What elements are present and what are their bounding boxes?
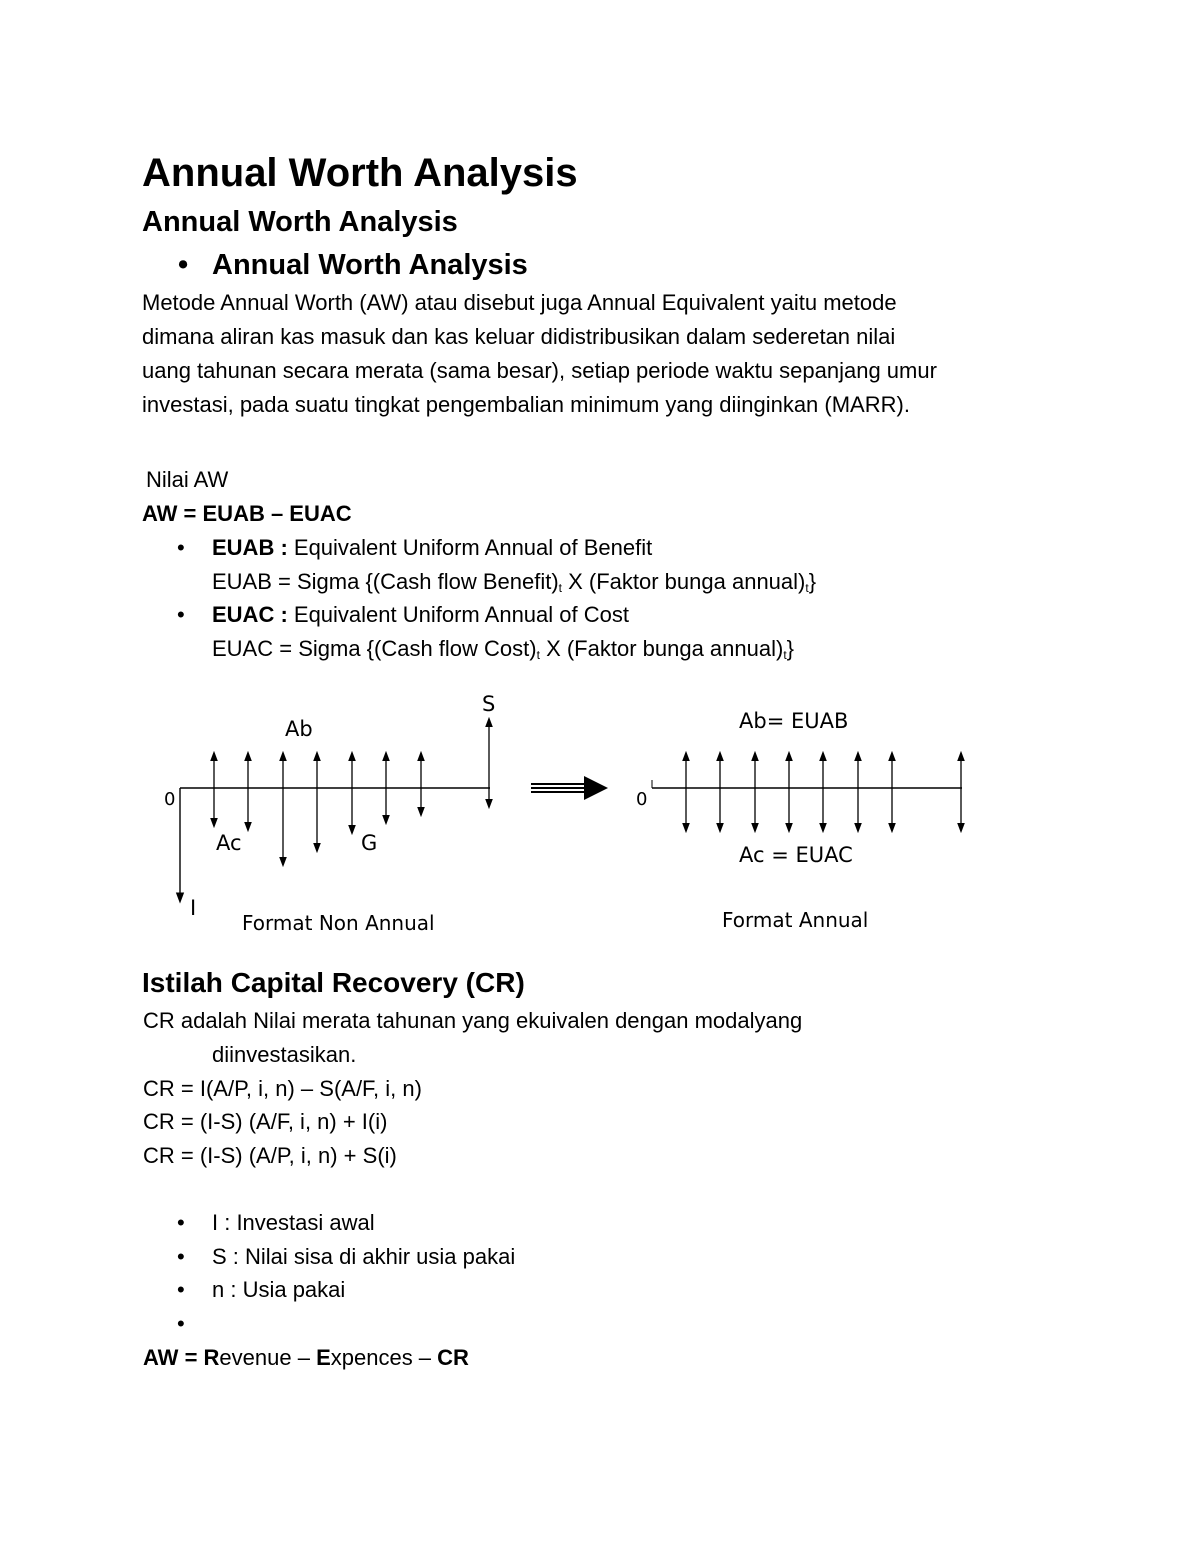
cash-flow-diagram — [0, 680, 1200, 950]
legend-item — [177, 1240, 515, 1274]
zero-label: 0 — [636, 789, 648, 810]
transform-arrow — [531, 776, 608, 800]
legend-text: n : Usia pakai — [212, 1277, 346, 1302]
aw-term: AW — [143, 1345, 179, 1370]
euac-formula-part: X (Faktor bunga annual) — [539, 636, 784, 661]
cr-formula: CR = I(A/P, i, n) – S(A/F, i, n) — [143, 1076, 422, 1101]
euac-formula-part: } — [786, 636, 795, 661]
intro-line: dimana aliran kas masuk dan kas keluar didistribusikan dalam sederetan nilai — [142, 324, 896, 349]
bullet-icon: • — [177, 1311, 185, 1336]
cr-term: CR — [437, 1345, 469, 1370]
euab-formula-part: X (Faktor bunga annual) — [562, 569, 806, 594]
euac-term: EUAC : — [212, 602, 288, 627]
intro-line: Metode Annual Worth (AW) atau disebut juga Annual Equivalent yaitu metode — [142, 290, 897, 315]
equals: = — [178, 1345, 204, 1370]
ab-euab-label: Ab= EUAB — [739, 709, 849, 733]
legend-item — [177, 1273, 345, 1307]
bullet-icon: • — [177, 1244, 185, 1269]
legend-text: I : Investasi awal — [212, 1210, 375, 1235]
annual-diagram — [636, 709, 962, 932]
subscript: t — [783, 648, 787, 662]
euac-formula — [212, 632, 794, 666]
ac-euac-label: Ac = EUAC — [739, 843, 853, 867]
revenue-initial: R — [203, 1345, 220, 1370]
intro-line: investasi, pada suatu tingkat pengembalian minimum yang diinginkan (MARR). — [142, 392, 910, 417]
zero-label: 0 — [164, 789, 176, 810]
legend-item — [177, 1307, 212, 1341]
euab-term: EUAB : — [212, 535, 288, 560]
subscript: t — [805, 581, 809, 595]
non-annual-caption: Format Non Annual — [242, 911, 435, 935]
subscript: t — [536, 648, 540, 662]
bullet-icon: • — [177, 602, 185, 627]
ac-label: Ac — [216, 831, 242, 855]
bullet-icon: • — [178, 249, 189, 281]
legend-item — [177, 1206, 375, 1240]
ab-label: Ab — [285, 717, 313, 741]
bullet-icon: • — [177, 535, 185, 560]
euab-item — [177, 531, 652, 565]
euab-formula — [212, 565, 816, 599]
cr-heading: Istilah Capital Recovery (CR) — [142, 967, 525, 998]
intro-paragraph — [142, 286, 1072, 422]
cr-formula: CR = (I-S) (A/F, i, n) + I(i) — [143, 1109, 388, 1134]
cost-arrows — [214, 788, 489, 862]
euac-definition: Equivalent Uniform Annual of Cost — [287, 602, 629, 627]
euac-item — [177, 598, 629, 632]
legend-text: S : Nilai sisa di akhir usia pakai — [212, 1244, 516, 1269]
euab-definition: Equivalent Uniform Annual of Benefit — [287, 535, 653, 560]
final-aw-formula — [143, 1341, 469, 1375]
bullet-heading — [178, 245, 528, 285]
expences-initial: E — [316, 1345, 331, 1370]
bullet-icon: • — [177, 1210, 185, 1235]
cr-definition-line2: diinvestasikan. — [212, 1042, 357, 1067]
i-label: I — [190, 896, 197, 920]
subscript: t — [558, 581, 562, 595]
bullet-heading-text: Annual Worth Analysis — [212, 249, 528, 281]
euab-formula-part: EUAB = Sigma {(Cash flow Benefit) — [212, 569, 559, 594]
euac-formula-part: EUAC = Sigma {(Cash flow Cost) — [212, 636, 537, 661]
page-title: Annual Worth Analysis — [142, 151, 578, 195]
expences-rest: xpences – — [330, 1345, 438, 1370]
section-heading: Annual Worth Analysis — [142, 206, 458, 238]
aw-formula: AW = EUAB – EUAC — [142, 501, 352, 526]
cr-definition-line1: CR adalah Nilai merata tahunan yang ekuivalen dengan modalyang — [143, 1008, 803, 1033]
revenue-rest: evenue – — [219, 1345, 317, 1370]
bullet-icon: • — [177, 1277, 185, 1302]
euab-formula-part: } — [808, 569, 817, 594]
g-label: G — [361, 831, 378, 855]
annual-caption: Format Annual — [722, 908, 869, 932]
annual-arrows — [686, 756, 961, 828]
intro-line: uang tahunan secara merata (sama besar), setiap periode waktu sepanjang umur — [142, 358, 937, 383]
non-annual-diagram — [164, 692, 495, 935]
cr-formula: CR = (I-S) (A/P, i, n) + S(i) — [143, 1143, 397, 1168]
s-label: S — [482, 692, 496, 716]
benefit-arrows — [214, 722, 489, 788]
nilai-aw-label: Nilai AW — [146, 467, 229, 492]
